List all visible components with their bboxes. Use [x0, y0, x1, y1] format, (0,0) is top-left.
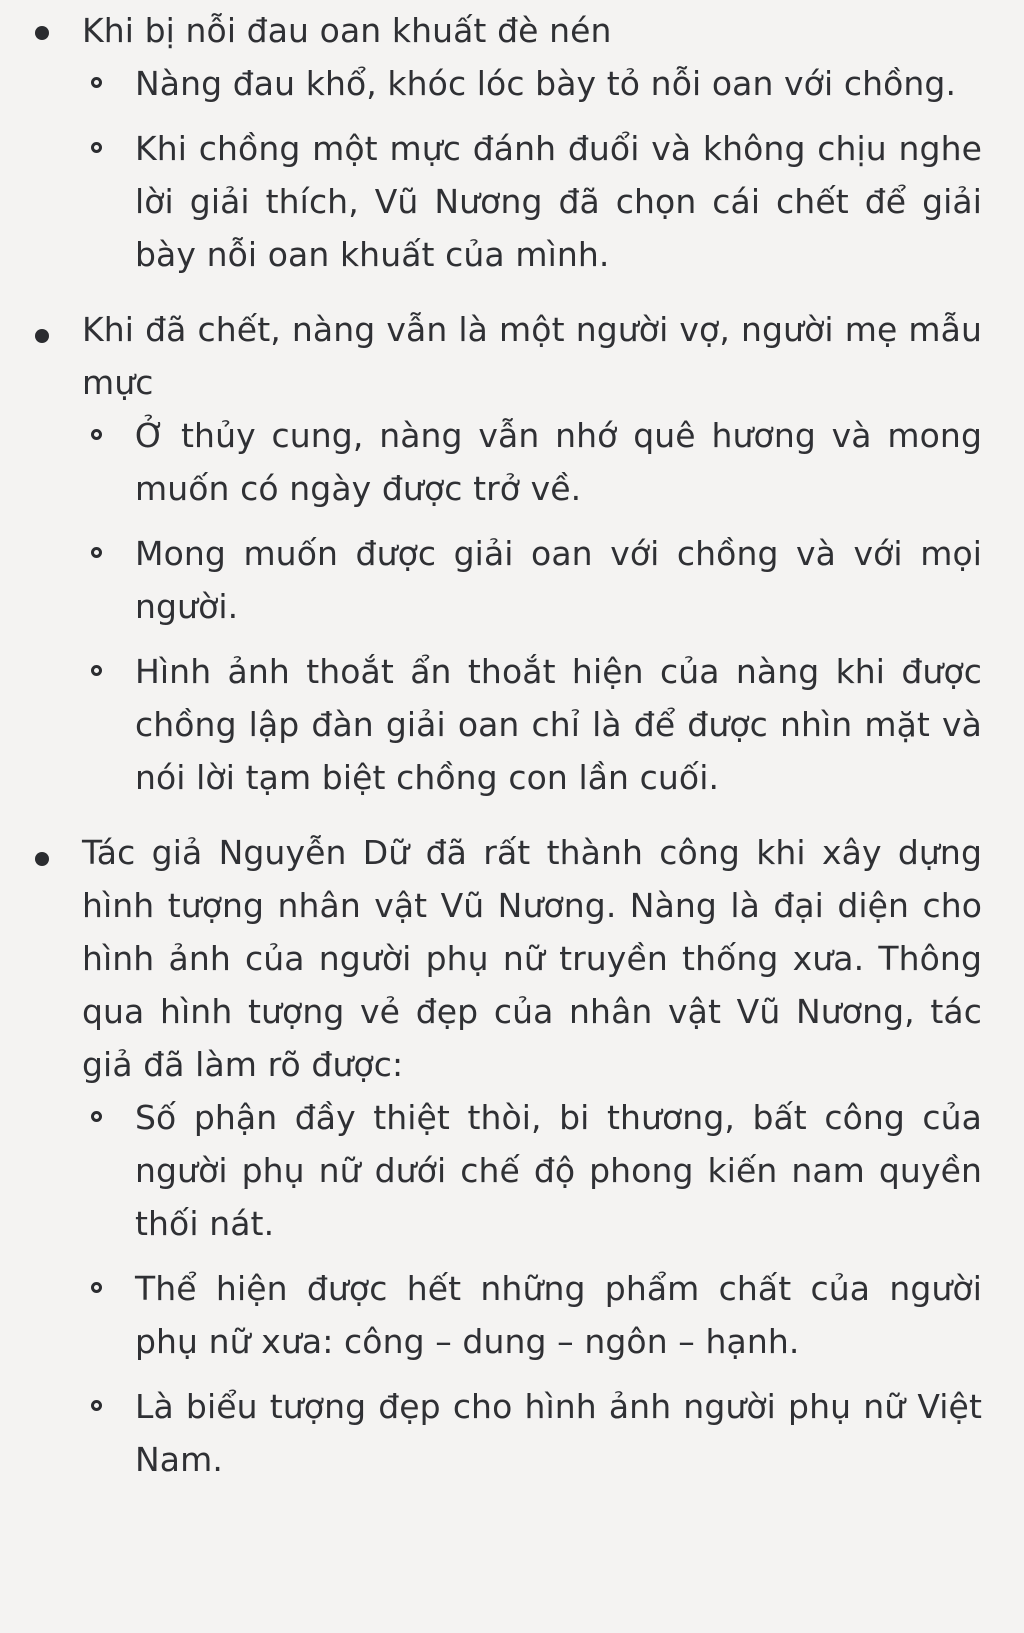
hollow-bullet-icon [91, 1400, 102, 1411]
filled-bullet-icon [35, 329, 49, 343]
hollow-bullet-icon [91, 429, 102, 440]
sub-item [82, 645, 982, 804]
hollow-bullet-icon [91, 665, 102, 676]
sub-item [82, 122, 982, 281]
sub-item-text: Thể hiện được hết những phẩm chất của người phụ nữ xưa: công – dung – ngôn – hạnh. [135, 1269, 982, 1361]
bullet-text: Khi bị nỗi đau oan khuất đè nén [82, 11, 612, 50]
sub-list [82, 1091, 982, 1486]
bullet-text: Tác giả Nguyễn Dữ đã rất thành công khi xây dựng hình tượng nhân vật Vũ Nương. Nàng là đại diện cho hình ảnh của người phụ nữ truyền thống xưa. Thông qua hình tượng vẻ đẹp của nhân vật Vũ Nương, tác giả đã làm rõ được: [82, 833, 982, 1084]
sub-item [82, 1380, 982, 1486]
hollow-bullet-icon [91, 77, 102, 88]
sub-item [82, 527, 982, 633]
hollow-bullet-icon [91, 142, 102, 153]
sub-item [82, 57, 982, 110]
hollow-bullet-icon [91, 1111, 102, 1122]
sub-item-text: Khi chồng một mực đánh đuổi và không chịu nghe lời giải thích, Vũ Nương đã chọn cái chết để giải bày nỗi oan khuất của mình. [135, 129, 982, 274]
sub-item-text: Là biểu tượng đẹp cho hình ảnh người phụ nữ Việt Nam. [135, 1387, 982, 1479]
sub-list [82, 57, 982, 281]
bullet-text: Khi đã chết, nàng vẫn là một người vợ, người mẹ mẫu mực [82, 310, 982, 402]
sub-item-text: Mong muốn được giải oan với chồng và với mọi người. [135, 534, 982, 626]
sub-item-text: Hình ảnh thoắt ẩn thoắt hiện của nàng khi được chồng lập đàn giải oan chỉ là để được nhìn mặt và nói lời tạm biệt chồng con lần cuối. [135, 652, 982, 797]
sub-item [82, 1091, 982, 1250]
hollow-bullet-icon [91, 547, 102, 558]
filled-bullet-icon [35, 852, 49, 866]
bullet-item [0, 0, 1024, 281]
filled-bullet-icon [35, 26, 49, 40]
sub-item-text: Nàng đau khổ, khóc lóc bày tỏ nỗi oan với chồng. [135, 64, 957, 103]
sub-item-text: Ở thủy cung, nàng vẫn nhớ quê hương và mong muốn có ngày được trở về. [135, 416, 982, 508]
sub-item-text: Số phận đầy thiệt thòi, bi thương, bất công của người phụ nữ dưới chế độ phong kiến nam quyền thối nát. [135, 1098, 982, 1243]
hollow-bullet-icon [91, 1282, 102, 1293]
bullet-item [0, 826, 1024, 1486]
bullet-item [0, 303, 1024, 804]
sub-item [82, 1262, 982, 1368]
sub-list [82, 409, 982, 804]
sub-item [82, 409, 982, 515]
